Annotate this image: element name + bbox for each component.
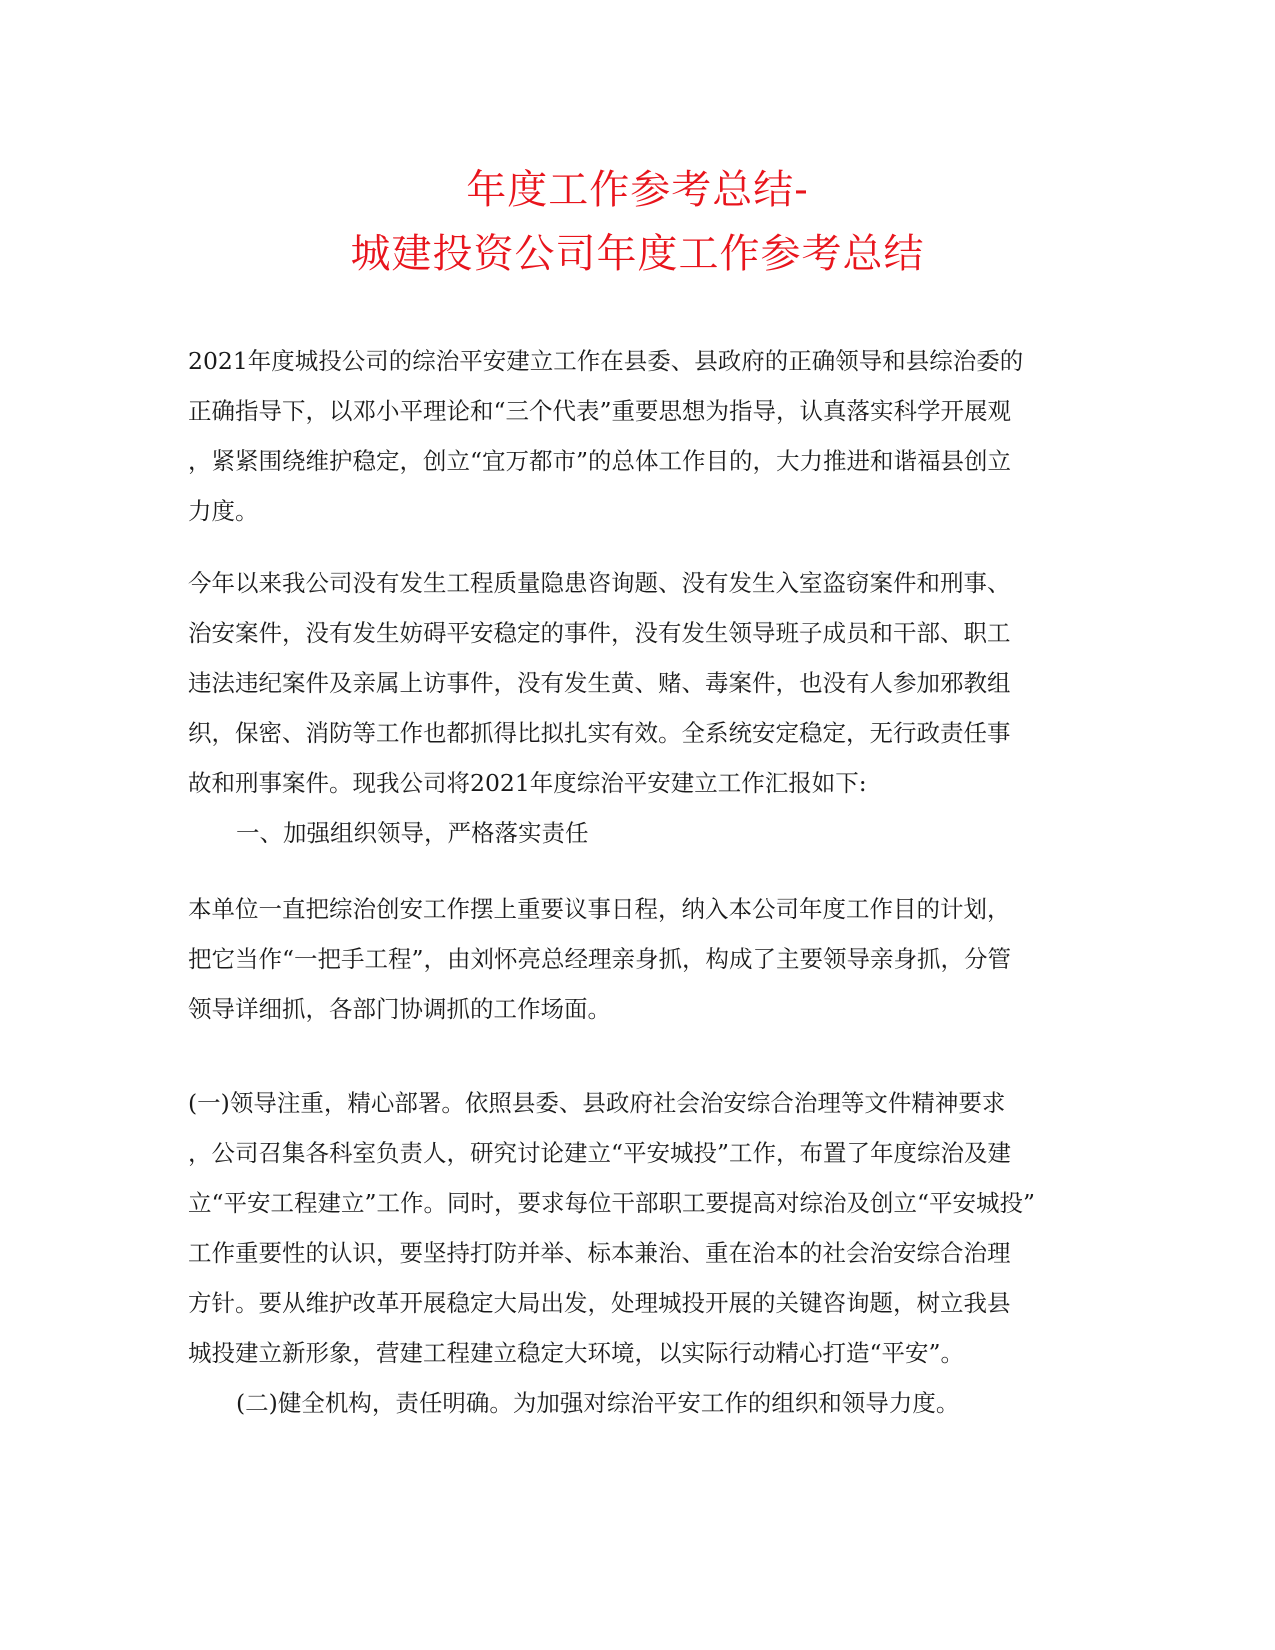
text-line: 工作重要性的认识，要坚持打防并举、标本兼治、重在治本的社会治安综合治理 [188,1239,1011,1267]
text-line: 把它当作“一把手工程”，由刘怀亮总经理亲身抓，构成了主要领导亲身抓，分管 [188,945,1012,973]
text-line: 正确指导下，以邓小平理论和“三个代表”重要思想为指导，认真落实科学开展观 [188,397,1012,425]
paragraph-summary [188,558,1088,858]
text-line: 力度。 [188,497,259,525]
text-line: 故和刑事案件。现我公司将2021年度综治平安建立工作汇报如下: [188,769,867,797]
text-line: 城投建立新形象，营建工程建立稳定大环境，以实际行动精心打造“平安”。 [188,1339,965,1367]
text-line: 立“平安工程建立”工作。同时，要求每位干部职工要提高对综治及创立“平安城投” [188,1189,1036,1217]
paragraph-intro [188,336,1088,536]
paragraph-deployment [188,1078,1088,1428]
text-line: 治安案件，没有发生妨碍平安稳定的事件，没有发生领导班子成员和干部、职工 [188,619,1011,647]
paragraph-leadership [188,884,1088,1034]
text-line: 织，保密、消防等工作也都抓得比拟扎实有效。全系统安定稳定，无行政责任事 [188,719,1011,747]
text-line: 领导详细抓，各部门协调抓的工作场面。 [188,995,611,1023]
document-title-line-1: 年度工作参考总结- [466,167,809,213]
text-line: 方针。要从维护改革开展稳定大局出发，处理城投开展的关键咨询题，树立我县 [188,1289,1011,1317]
text-line: ，公司召集各科室负责人，研究讨论建立“平安城投”工作，布置了年度综治及建 [188,1139,1012,1167]
document-title-line-2: 城建投资公司年度工作参考总结 [350,231,925,277]
text-line: 2021年度城投公司的综治平安建立工作在县委、县政府的正确领导和县综治委的 [188,347,1024,375]
text-line: 今年以来我公司没有发生工程质量隐患咨询题、没有发生入室盗窃案件和刑事、 [188,569,1011,597]
text-line: (一)领导注重，精心部署。依照县委、县政府社会治安综合治理等文件精神要求 [188,1089,1006,1117]
section-heading-1: 一、加强组织领导，严格落实责任 [236,819,589,847]
subsection-heading-2: (二)健全机构，责任明确。为加强对综治平安工作的组织和领导力度。 [236,1389,960,1417]
text-line: 违法违纪案件及亲属上访事件，没有发生黄、赌、毒案件，也没有人参加邪教组 [188,669,1011,697]
text-line: 本单位一直把综治创安工作摆上重要议事日程，纳入本公司年度工作目的计划， [188,895,1011,923]
text-line: ，紧紧围绕维护稳定，创立“宜万都市”的总体工作目的，大力推进和谐福县创立 [188,447,1012,475]
